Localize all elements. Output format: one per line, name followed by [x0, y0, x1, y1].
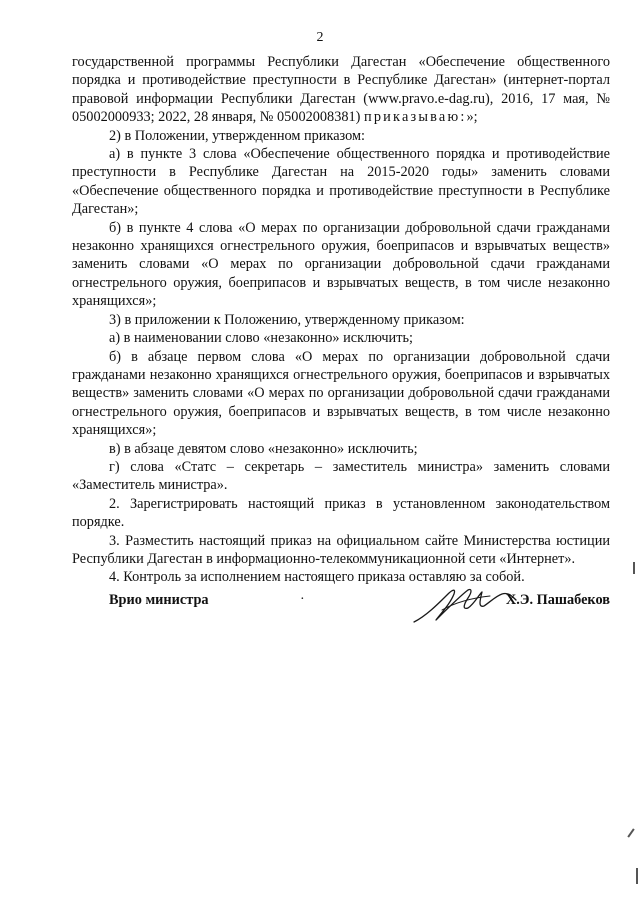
order-keyword: приказываю: — [363, 109, 467, 126]
paragraph-item-2a: а) в пункте 3 слова «Обеспечение общественного порядка и противодействие преступности в Республике Дагестан на 2015-2020 годы» заменить словами «Обеспечение общественного порядка и противодействие преступности в Республике Дагестан»; — [72, 146, 610, 218]
paragraph-clause-3: 3. Разместить настоящий приказ на официальном сайте Министерства юстиции Республики Дагестан в информационно-телекоммуникационной сети «Интернет». — [72, 532, 610, 567]
scan-speck — [627, 828, 634, 837]
intro-paragraph — [72, 53, 610, 127]
intro-tail: »; — [466, 109, 478, 126]
paragraph-item-3b: б) в абзаце первом слова «О мерах по организации добровольной сдачи гражданами незаконно хранящихся огнестрельного оружия, боеприпасов и взрывчатых веществ» заменить словами «О мерах по организации добровольной сдачи гражданами огнестрельного оружия, боеприпасов и взрывчатых веществ, в том числе незаконно хранящихся»; — [72, 348, 610, 439]
signatory-name: Х.Э. Пашабеков — [505, 592, 610, 608]
paragraph-item-2: 2) в Положении, утвержденном приказом: — [109, 127, 365, 144]
page-number: 2 — [316, 30, 324, 45]
scan-speck — [633, 562, 635, 574]
paragraph-item-3: 3) в приложении к Положению, утвержденному приказом: — [109, 311, 465, 328]
scan-speck — [636, 868, 638, 884]
signatory-position: Врио министра — [109, 592, 209, 608]
paragraph-clause-2: 2. Зарегистрировать настоящий приказ в установленном законодательством порядке. — [72, 495, 610, 531]
intro-text: государственной программы Республики Дагестан «Обеспечение общественного порядка и противодействие преступности в Республике Дагестан» (интернет-портал правовой информации Республики Дагестан (www.pravo.e-dag.ru), 2016, 17 мая, № 05002000933; 2022, 28 января, № 05002008381) — [72, 54, 610, 126]
document-body — [72, 53, 610, 587]
paragraph-item-3a: а) в наименовании слово «незаконно» исключить; — [109, 330, 413, 347]
paragraph-item-2b: б) в пункте 4 слова «О мерах по организации добровольной сдачи гражданами незаконно хранящихся огнестрельного оружия, боеприпасов и взрывчатых веществ» заменить словами «О мерах по организации добровольной сдачи гражданами огнестрельного оружия, боеприпасов и взрывчатых веществ, в том числе незаконно хранящихся»; — [72, 219, 610, 310]
signature-block — [72, 582, 610, 632]
paragraph-clause-4: 4. Контроль за исполнением настоящего приказа оставляю за собой. — [109, 569, 525, 586]
scan-dot: · — [300, 592, 305, 607]
paragraph-item-3g: г) слова «Статс – секретарь – заместитель министра» заменить словами «Заместитель министра». — [72, 458, 610, 494]
paragraph-item-3v: в) в абзаце девятом слово «незаконно» исключить; — [109, 440, 418, 457]
